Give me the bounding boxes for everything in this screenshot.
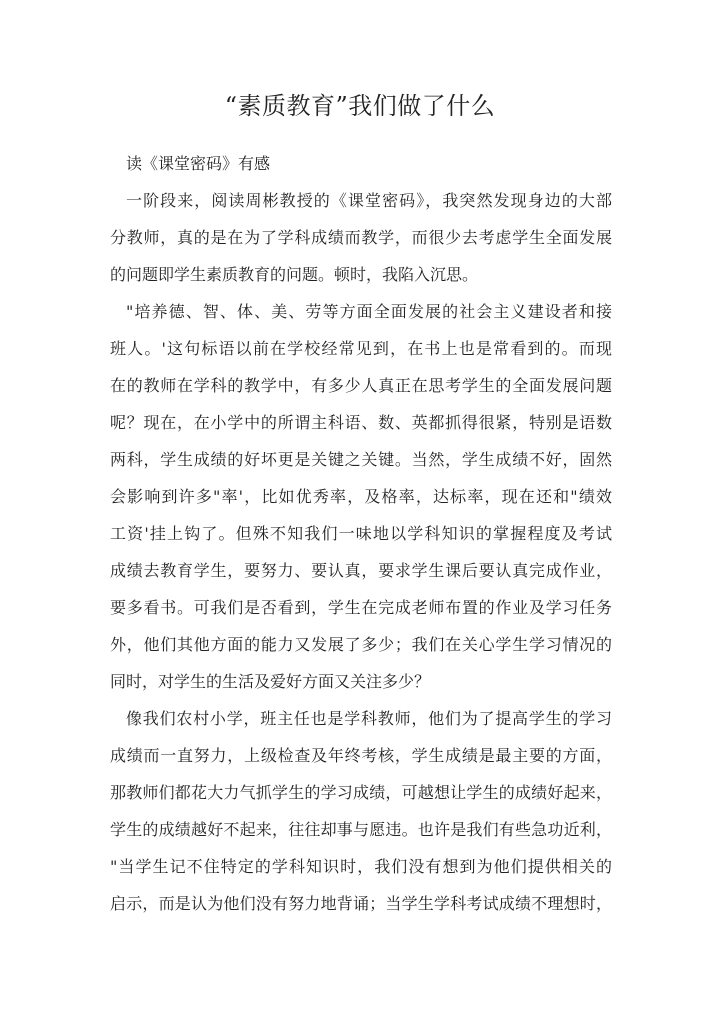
body-paragraph (110, 700, 612, 922)
text-line: 成绩去教育学生，要努力、要认真，要求学生课后要认真完成作业， (110, 561, 612, 580)
subtitle-paragraph (110, 145, 612, 182)
text-line: "当学生记不住特定的学科知识时，我们没有想到为他们提供相关的 (110, 857, 612, 876)
text-line: 像我们农村小学，班主任也是学科教师，他们为了提高学生的学习 (126, 709, 612, 728)
text-line: 要多看书。可我们是否看到，学生在完成老师布置的作业及学习任务 (110, 598, 612, 617)
text-line: 读《课堂密码》有感 (126, 154, 271, 173)
text-line: 分教师，真的是在为了学科成绩而教学，而很少去考虑学生全面发展 (110, 228, 612, 247)
text-line: 会影响到许多"率'，比如优秀率，及格率，达标率，现在还和"绩效 (110, 487, 612, 506)
text-line: 一阶段来，阅读周彬教授的《课堂密码》，我突然发现身边的大部 (126, 191, 612, 210)
text-line: 成绩而一直努力，上级检查及年终考核，学生成绩是最主要的方面， (110, 746, 612, 765)
text-line: 外，他们其他方面的能力又发展了多少；我们在关心学生学习情况的 (110, 635, 612, 654)
text-line: 呢？现在，在小学中的所谓主科语、数、英都抓得很紧，特别是语数 (110, 413, 612, 432)
text-line: 工资'挂上钩了。但殊不知我们一味地以学科知识的掌握程度及考试 (110, 524, 612, 543)
body-paragraph (110, 182, 612, 293)
text-line: 两科，学生成绩的好坏更是关键之关键。当然，学生成绩不好，固然 (110, 450, 612, 469)
text-line: 那教师们都花大力气抓学生的学习成绩，可越想让学生的成绩好起来， (110, 783, 612, 802)
text-line: 在的教师在学科的教学中，有多少人真正在思考学生的全面发展问题 (110, 376, 612, 395)
text-line: 的问题即学生素质教育的问题。顿时，我陷入沉思。 (110, 265, 479, 284)
body-paragraph (110, 293, 612, 700)
text-line: 同时，对学生的生活及爱好方面又关注多少？ (110, 672, 431, 691)
document-body (110, 145, 612, 922)
text-line: 班人。'这句标语以前在学校经常见到，在书上也是常看到的。而现 (110, 339, 612, 358)
text-line: "培养德、智、体、美、劳等方面全面发展的社会主义建设者和接 (126, 302, 612, 321)
text-line: 学生的成绩越好不起来，往往却事与愿违。也许是我们有些急功近利， (110, 820, 612, 839)
document-title: “素质教育”我们做了什么 (224, 92, 496, 120)
text-line: 启示，而是认为他们没有努力地背诵；当学生学科考试成绩不理想时， (110, 894, 612, 913)
